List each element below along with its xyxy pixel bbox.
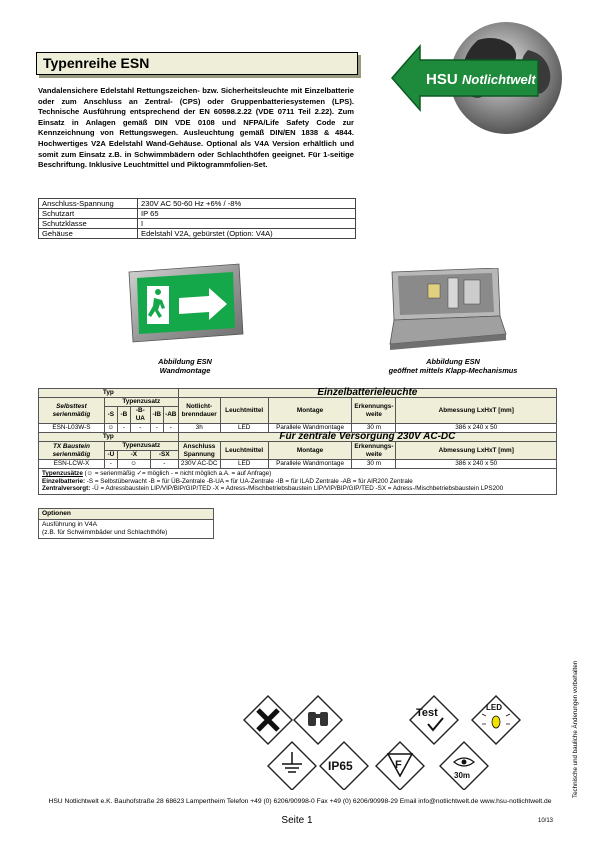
page-title: Typenreihe ESN [43, 55, 150, 71]
hsu-logo [388, 20, 588, 140]
note-label: Zentralversorgt: [42, 485, 91, 493]
spec-key: Gehäuse [39, 229, 138, 239]
header-lamp: Leuchtmittel [220, 398, 268, 424]
cell-mount: Parallele Wandmontage [268, 460, 352, 469]
cell-range: 30 m [352, 424, 396, 433]
cell-range: 30 m [352, 460, 396, 469]
spec-key: Schutzart [39, 209, 138, 219]
suffix-header: -B [117, 407, 130, 424]
product-table-wrapper [38, 388, 557, 495]
svg-text:LED: LED [486, 703, 502, 712]
suffix-header: -B-UA [130, 407, 150, 424]
note-line [42, 470, 553, 478]
cell-mount: Parallele Wandmontage [268, 424, 352, 433]
header-typ: Typ [39, 389, 179, 398]
header-typenzusatz: Typenzusatz [104, 442, 178, 451]
svg-text:F: F [395, 759, 402, 771]
table-section-header [39, 389, 557, 398]
cell-suffix: - [150, 424, 163, 433]
svg-text:HSU: HSU [426, 71, 458, 88]
header-lamp: Leuchtmittel [220, 442, 268, 460]
option-line: (z.B. für Schwimmbäder und Schlachthöfe) [42, 529, 168, 536]
cell-suffix: ☺ [117, 460, 150, 469]
cell-suffix: - [150, 460, 178, 469]
image-caption-2 [378, 357, 528, 375]
note-label: Typenzusätze [42, 470, 83, 477]
note-text: (☺ = serienmäßig ✓= möglich - = nicht möglich a.A. = auf Anfrage) [84, 470, 272, 477]
header-tx-module: TX Baustein serienmäßig [39, 442, 105, 460]
page-number: 10/13 [538, 818, 554, 824]
product-table [38, 388, 557, 469]
test-icon [410, 696, 458, 744]
section-title-central: Für zentrale Versorgung 230V AC-DC [178, 433, 556, 442]
header-dims: Abmessung LxHxT [mm] [396, 442, 557, 460]
spec-row [39, 199, 356, 209]
vandal-proof-icon [294, 696, 342, 744]
product-image-opened [388, 268, 508, 352]
svg-text:Technische und bauliche Änderu: Technische und bauliche Änderungen vorbehalten [572, 660, 579, 798]
header-duration: Notlicht-brenndauer [178, 398, 220, 424]
spec-row [39, 209, 356, 219]
cell-suffix: ☺ [104, 424, 117, 433]
spec-key: Anschluss-Spannung [39, 199, 138, 209]
image-caption-1 [130, 357, 240, 375]
product-image-wall-mount [127, 262, 245, 344]
header-typenzusatz: Typenzusatz [104, 398, 178, 407]
cell-dims: 386 x 240 x 50 [396, 460, 557, 469]
table-column-header [39, 398, 557, 407]
note-text: -S = Selbstüberwacht -B = für ÜB-Zentrale -B-UA = für UA-Zentrale -IB = für ILAD Zentrale -AB = für AIR200 Zentrale [86, 477, 413, 485]
table-row [39, 460, 557, 469]
cell-type: ESN-LCW-X [39, 460, 105, 469]
header-dims: Abmessung LxHxT [mm] [396, 398, 557, 424]
cell-suffix: - [117, 424, 130, 433]
caption-line: geöffnet mittels Klapp-Mechanismus [388, 366, 518, 375]
suffix-header: -IB [150, 407, 163, 424]
table-column-header [39, 442, 557, 451]
suffix-header: -Ü [104, 451, 117, 460]
header-range: Erkennungs-weite [352, 398, 396, 424]
cell-lamp: LED [220, 424, 268, 433]
svg-text:Test: Test [416, 707, 438, 719]
caption-line: Wandmontage [159, 366, 211, 375]
note-text: -Ü = Adressbaustein LIP/VIP/BIP/GIP/TED -X = Adress-/Mischbetriebsbaustein LIP/VIP/BIP/GIP/TED -SX = Adress-/Mischbetriebsbaustein LPS200 [92, 485, 504, 493]
page-title-box [36, 52, 358, 75]
header-selftest: Selbsttest serienmäßig [39, 398, 105, 424]
spec-value: Edelstahl V2A, gebürstet (Option: V4A) [138, 229, 356, 239]
table-section-header [39, 433, 557, 442]
cell-voltage: 230V AC-DC [178, 460, 220, 469]
section-title-single-battery: Einzelbatterieleuchte [178, 389, 556, 398]
cell-type: ESN-L03W-S [39, 424, 105, 433]
options-content [39, 520, 214, 539]
spec-key: Schutzklasse [39, 219, 138, 229]
svg-text:IP65: IP65 [328, 759, 353, 773]
header-typ: Typ [39, 433, 179, 442]
header-voltage: Anschluss Spannung [178, 442, 220, 460]
page-label: Seite 1 [281, 815, 313, 826]
header-range: Erkennungs-weite [352, 442, 396, 460]
option-line: Ausführung in V4A [42, 521, 97, 528]
caption-line: Abbildung ESN [426, 357, 480, 366]
options-title: Optionen [39, 509, 214, 520]
note-line [42, 485, 553, 493]
suffix-header: -S [104, 407, 117, 424]
product-description: Vandalensichere Edelstahl Rettungszeichen- bzw. Sicherheitsleuchte mit Einzelbatterie oder zum Anschluss an Zentral- (CPS) oder Gruppenbatteriesystemen (LPS). Technische Ausführung entsprechend der EN 60598.2.22 (VDE 0711 Teil 2.22). Zum Einsatz in Anlagen gemäß DIN VDE 0108 und NFPA/Life Safety Code zur Kennzeichnung von Rettungswegen. Ausleuchtung gemäß DIN/EN 1838 & 4844. Hochwertiges V2A Edelstahl Wand-Gehäuse. Optional als V4A Version erhältlich und somit zum Einsatz z.B. in Schwimmbädern oder Schlachthöfen geeignet. Für 1-seitige Beschriftung. Inklusive Leuchtmittel und Piktogrammfolien-Set. [38, 86, 354, 170]
cell-lamp: LED [220, 460, 268, 469]
suffix-header: -AB [163, 407, 178, 424]
cell-duration: 3h [178, 424, 220, 433]
spec-table [38, 198, 356, 239]
footer-address: HSU Notlichtwelt e.K. Bauhofstraße 28 68623 Lampertheim Telefon +49 (0) 6206/90998-0 Fax +49 (0) 6206/90998-29 Email info@notlichtwelt.de www.hsu-notlichtwelt.de [48, 798, 552, 805]
suffix-header: -X [117, 451, 150, 460]
suffix-header: -SX [150, 451, 178, 460]
svg-text:Notlichtwelt: Notlichtwelt [462, 72, 536, 87]
cell-suffix: - [104, 460, 117, 469]
side-disclaimer [570, 640, 580, 800]
cell-suffix: - [163, 424, 178, 433]
certification-pictograms [224, 690, 524, 790]
spec-value: 230V AC 50-60 Hz +6% / -8% [138, 199, 356, 209]
header-mount: Montage [268, 398, 352, 424]
svg-text:30m: 30m [454, 771, 471, 780]
note-label: Einzelbatterie: [42, 477, 86, 485]
caption-line: Abbildung ESN [158, 357, 212, 366]
cell-suffix: - [130, 424, 150, 433]
table-notes [38, 469, 557, 495]
ground-icon [268, 742, 316, 790]
spec-value: IP 65 [138, 209, 356, 219]
spec-row [39, 219, 356, 229]
spec-value: I [138, 219, 356, 229]
header-mount: Montage [268, 442, 352, 460]
spec-row [39, 229, 356, 239]
cell-dims: 386 x 240 x 50 [396, 424, 557, 433]
options-table [38, 508, 214, 539]
